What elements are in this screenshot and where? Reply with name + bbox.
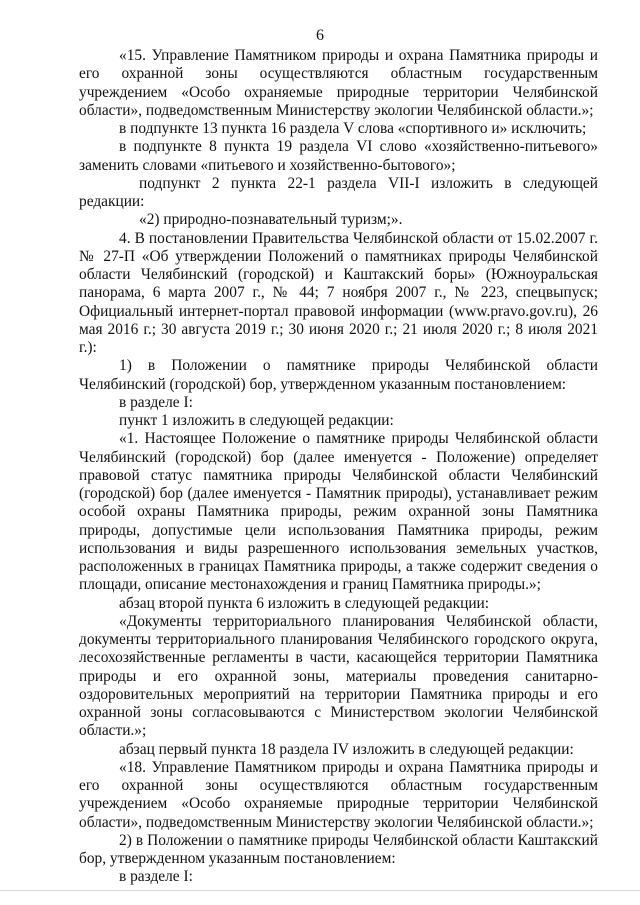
page-bottom-divider [0,890,640,891]
paragraph: в разделе I: [119,868,193,886]
paragraph: подпункт 2 пункта 22-1 раздела VII-I изложить в следующей редакции: [79,174,598,210]
document-body [79,47,598,887]
paragraph: 2) в Положении о памятнике природы Челябинской области Каштакский бор, утвержденном указанным постановлением: [79,831,598,867]
paragraph: 1) в Положении о памятнике природы Челябинской области Челябинский (городской) бор, утвержденном указанным постановлением: [79,357,598,393]
paragraph: в подпункте 13 пункта 16 раздела V слова «спортивного и» исключить; [119,120,587,137]
paragraph: абзац второй пункта 6 изложить в следующей редакции: [119,594,490,612]
paragraph: «1. Настоящее Положение о памятнике природы Челябинской области Челябинский (городской) бор (далее именуется - Положение) определяет правовой статус памятника природы Челябинской области Челябинский (городской) бор (далее именуется - Памятник природы), устанавливает режим особой охраны Памятника природы, режим охранной зоны Памятника природы, допустимые цели использования Памятника природы, режим использования и виды разрешенного использования земельных участков, расположенных в границах Памятника природы, а также содержит сведения о площади, описание местонахождения и границ Памятника природы.»; [79,430,598,594]
paragraph: в подпункте 8 пункта 19 раздела VI слово «хозяйственно-питьевого» заменить словами «питьевого и хозяйственно-бытового»; [79,138,598,174]
paragraph: «2) природно-познавательный туризм;». [139,211,403,229]
paragraph: «15. Управление Памятником природы и охрана Памятника природы и его охранной зоны осуществляются областным государственным учреждением «Особо охраняемые природные территории Челябинской области», подведомственным Министерству экологии Челябинской области.»; [79,47,598,119]
paragraph: пункт 1 изложить в следующей редакции: [119,412,394,429]
paragraph: 4. В постановлении Правительства Челябинской области от 15.02.2007 г. № 27-П «Об утверждении Положений о памятниках природы Челябинской области Челябинский (городской) и Каштакский боры» (Южноуральская панорама, 6 марта 2007 г., № 44; 7 ноября 2007 г., № 223, спецвыпуск; Официальный интернет-портал правовой информации (www.pravo.gov.ru), 26 мая 2016 г.; 30 августа 2019 г.; 30 июня 2020 г.; 21 июля 2020 г.; 8 июля 2021 г.): [79,229,598,356]
paragraph: «Документы территориального планирования Челябинской области, документы территориального планирования Челябинского городского округа, лесохозяйственные регламенты в части, касающейся территории Памятника природы и его охранной зоны, материалы проведения санитарно-оздоровительных мероприятий на территории Памятника природы и его охранной зоны согласовываются с Министерством экологии Челябинской области.»; [79,612,598,740]
paragraph: в разделе I: [119,393,193,411]
paragraph: абзац первый пункта 18 раздела IV изложить в следующей редакции: [119,740,574,758]
paragraph: «18. Управление Памятником природы и охрана Памятника природы и его охранной зоны осуществляются областным государственным учреждением «Особо охраняемые природные территории Челябинской области», подведомственным Министерству экологии Челябинской области.»; [79,758,598,831]
page-number: 6 [316,27,324,44]
